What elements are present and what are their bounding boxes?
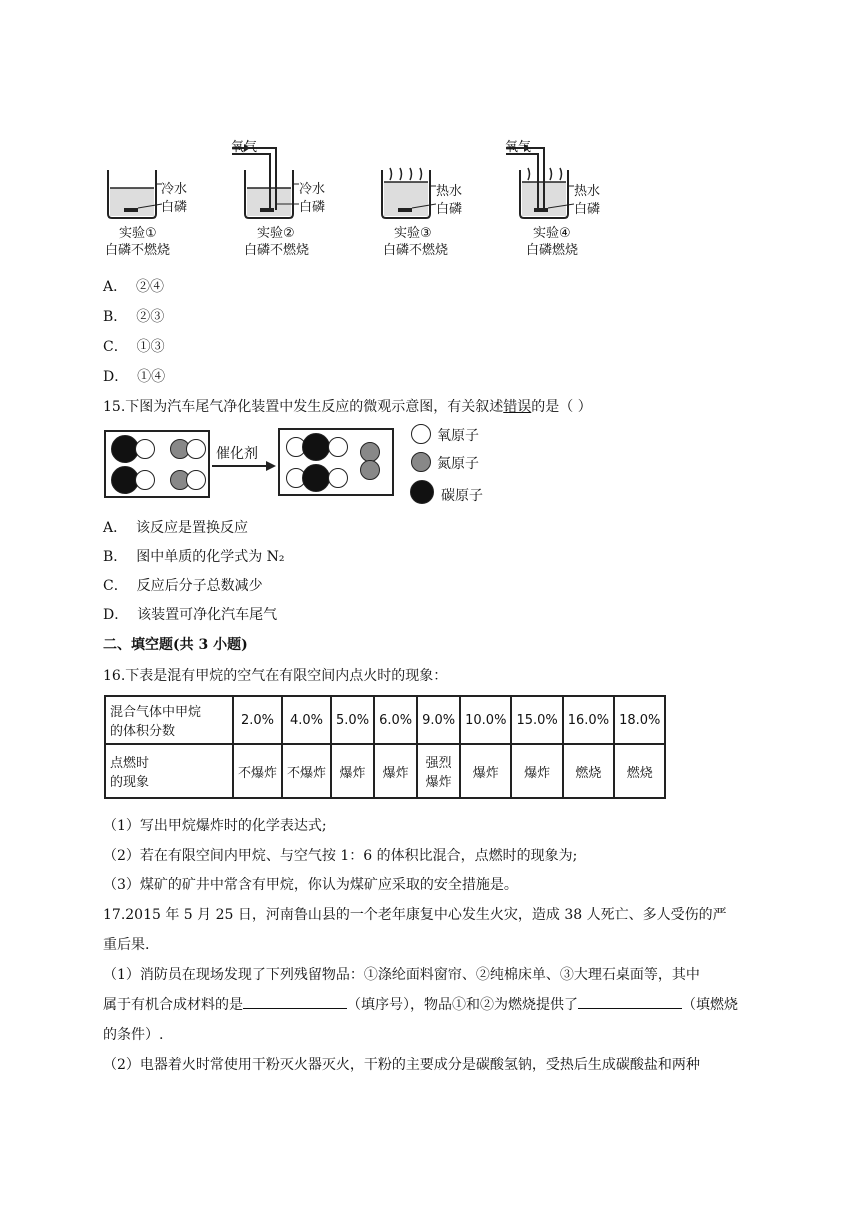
q17-text: （填序号），物品①和②为燃烧提供了	[347, 997, 578, 1013]
table-cell: 燃烧	[563, 744, 614, 798]
q15-stem	[103, 396, 592, 416]
table-cell	[417, 744, 460, 798]
beaker-2-phosphorus-label: 白磷	[299, 200, 326, 215]
table-row	[105, 744, 665, 798]
nitrogen-atom	[360, 460, 380, 480]
header-line: 点燃时	[110, 756, 150, 771]
beaker-2	[232, 144, 299, 218]
q16-sub1: （1）写出甲烷爆炸时的化学表达式;	[103, 818, 327, 834]
oxygen-atom	[186, 439, 206, 459]
table-row	[105, 696, 665, 744]
table-cell: 爆炸	[374, 744, 417, 798]
q15-option-a[interactable]	[103, 517, 248, 537]
q16-sub2: （2）若在有限空间内甲烷、与空气按 1：6 的体积比混合，点燃时的现象为;	[103, 848, 578, 864]
q15-stem-tail: 的是（ ）	[531, 399, 592, 415]
beaker-3-water-label: 热水	[436, 184, 463, 199]
oxygen-atom	[186, 470, 206, 490]
legend-nitrogen-icon	[411, 452, 431, 472]
table-cell: 10.0%	[460, 696, 511, 744]
q17-text: （填燃烧	[682, 997, 738, 1013]
q17-sub1-line3: 的条件）.	[103, 1027, 164, 1043]
header-line: 混合气体中甲烷	[110, 705, 202, 720]
beaker-4-gas-label: 氧气	[505, 140, 532, 155]
q14-option-c[interactable]	[103, 336, 165, 356]
option-letter: B．	[103, 309, 128, 325]
table-cell: 6.0%	[374, 696, 417, 744]
beaker-3-result: 白磷不燃烧	[383, 243, 449, 258]
beaker-1-result: 白磷不燃烧	[105, 243, 171, 258]
methane-table	[104, 695, 666, 799]
legend-carbon-label: 碳原子	[441, 488, 483, 504]
q15-option-c[interactable]	[103, 575, 263, 595]
q16-sub3: （3）煤矿的矿井中常含有甲烷，你认为煤矿应采取的安全措施是。	[103, 877, 518, 893]
beaker-4-name: 实验④	[533, 226, 571, 241]
table-cell: 不爆炸	[233, 744, 282, 798]
beaker-3	[382, 168, 436, 218]
table-cell: 16.0%	[563, 696, 614, 744]
beaker-2-water-label: 冷水	[299, 182, 326, 197]
beaker-2-gas-label: 氧气	[231, 140, 258, 155]
nitrogen-atom	[360, 442, 380, 462]
option-text: 图中单质的化学式为 N₂	[136, 549, 285, 565]
option-text: ②④	[136, 279, 165, 295]
table-cell: 爆炸	[331, 744, 374, 798]
answer-blank-1[interactable]	[243, 994, 347, 1009]
q15-option-d[interactable]	[103, 604, 277, 624]
option-text: 反应后分子总数减少	[136, 578, 263, 594]
table-cell: 不爆炸	[282, 744, 331, 798]
table-cell: 爆炸	[511, 744, 562, 798]
table-cell: 9.0%	[417, 696, 460, 744]
carbon-atom	[302, 433, 330, 461]
beaker-2-result: 白磷不燃烧	[244, 243, 310, 258]
table-row-header	[105, 696, 233, 744]
answer-blank-2[interactable]	[578, 994, 682, 1009]
table-cell: 爆炸	[460, 744, 511, 798]
option-text: 该反应是置换反应	[136, 520, 249, 536]
legend-nitrogen-label: 氮原子	[437, 456, 479, 472]
table-row-header	[105, 744, 233, 798]
header-line: 的体积分数	[110, 724, 176, 739]
beaker-3-phosphorus-label: 白磷	[436, 202, 463, 217]
q15-stem-text: 15.下图为汽车尾气净化装置中发生反应的微观示意图，有关叙述	[103, 399, 504, 415]
q14-option-b[interactable]	[103, 306, 164, 326]
q15-stem-underlined: 错误	[503, 399, 532, 415]
legend-oxygen-icon	[411, 424, 431, 444]
beaker-2-name: 实验②	[257, 226, 295, 241]
q17-sub1-line1: （1）消防员在现场发现了下列残留物品：①涤纶面料窗帘、②纯棉床单、③大理石桌面等，其中	[103, 967, 700, 983]
option-letter: C．	[103, 578, 128, 594]
beaker-4	[506, 144, 574, 218]
table-cell: 18.0%	[614, 696, 665, 744]
option-text: ①④	[137, 369, 166, 385]
section-title: 二、填空题(共 3 小题)	[103, 637, 248, 653]
reaction-arrow-icon	[210, 460, 278, 472]
legend-carbon-icon	[410, 480, 434, 504]
beaker-1-water-label: 冷水	[161, 182, 188, 197]
cell-line: 爆炸	[425, 775, 452, 790]
legend-oxygen-label: 氧原子	[437, 428, 479, 444]
cell-line: 强烈	[425, 756, 452, 771]
option-letter: D．	[103, 369, 129, 385]
q15-option-b[interactable]	[103, 546, 285, 566]
table-cell: 2.0%	[233, 696, 282, 744]
beaker-4-result: 白磷燃烧	[526, 243, 579, 258]
option-letter: A．	[103, 279, 128, 295]
option-letter: A．	[103, 520, 128, 536]
table-cell: 4.0%	[282, 696, 331, 744]
q17-stem-line2: 重后果.	[103, 937, 150, 953]
q17-sub2-line1: （2）电器着火时常使用干粉灭火器灭火，干粉的主要成分是碳酸氢钠，受热后生成碳酸盐和两种	[103, 1057, 700, 1073]
carbon-atom	[302, 464, 330, 492]
beaker-4-water-label: 热水	[574, 184, 601, 199]
q17-stem-line1: 17.2015 年 5 月 25 日，河南鲁山县的一个老年康复中心发生火灾，造成 38 人死亡、多人受伤的严	[103, 907, 727, 923]
oxygen-atom	[328, 468, 348, 488]
q14-option-a[interactable]	[103, 276, 164, 296]
q16-stem: 16.下表是混有甲烷的空气在有限空间内点火时的现象：	[103, 668, 448, 684]
option-text: ②③	[136, 309, 165, 325]
beaker-1-phosphorus-label: 白磷	[161, 200, 188, 215]
option-letter: D．	[103, 607, 129, 623]
option-text: 该装置可净化汽车尾气	[137, 607, 278, 623]
option-letter: C．	[103, 339, 128, 355]
header-line: 的现象	[110, 775, 150, 790]
beaker-4-phosphorus-label: 白磷	[574, 202, 601, 217]
beaker-3-name: 实验③	[394, 226, 432, 241]
q14-option-d[interactable]	[103, 366, 165, 386]
catalyst-label: 催化剂	[216, 446, 258, 462]
option-text: ①③	[136, 339, 165, 355]
q17-sub1-line2	[103, 994, 738, 1014]
oxygen-atom	[135, 439, 155, 459]
beaker-1-name: 实验①	[119, 226, 157, 241]
oxygen-atom	[328, 437, 348, 457]
oxygen-atom	[135, 470, 155, 490]
table-cell: 燃烧	[614, 744, 665, 798]
table-cell: 15.0%	[511, 696, 562, 744]
option-letter: B．	[103, 549, 128, 565]
q17-text: 属于有机合成材料的是	[103, 997, 243, 1013]
beaker-1	[108, 170, 162, 218]
table-cell: 5.0%	[331, 696, 374, 744]
